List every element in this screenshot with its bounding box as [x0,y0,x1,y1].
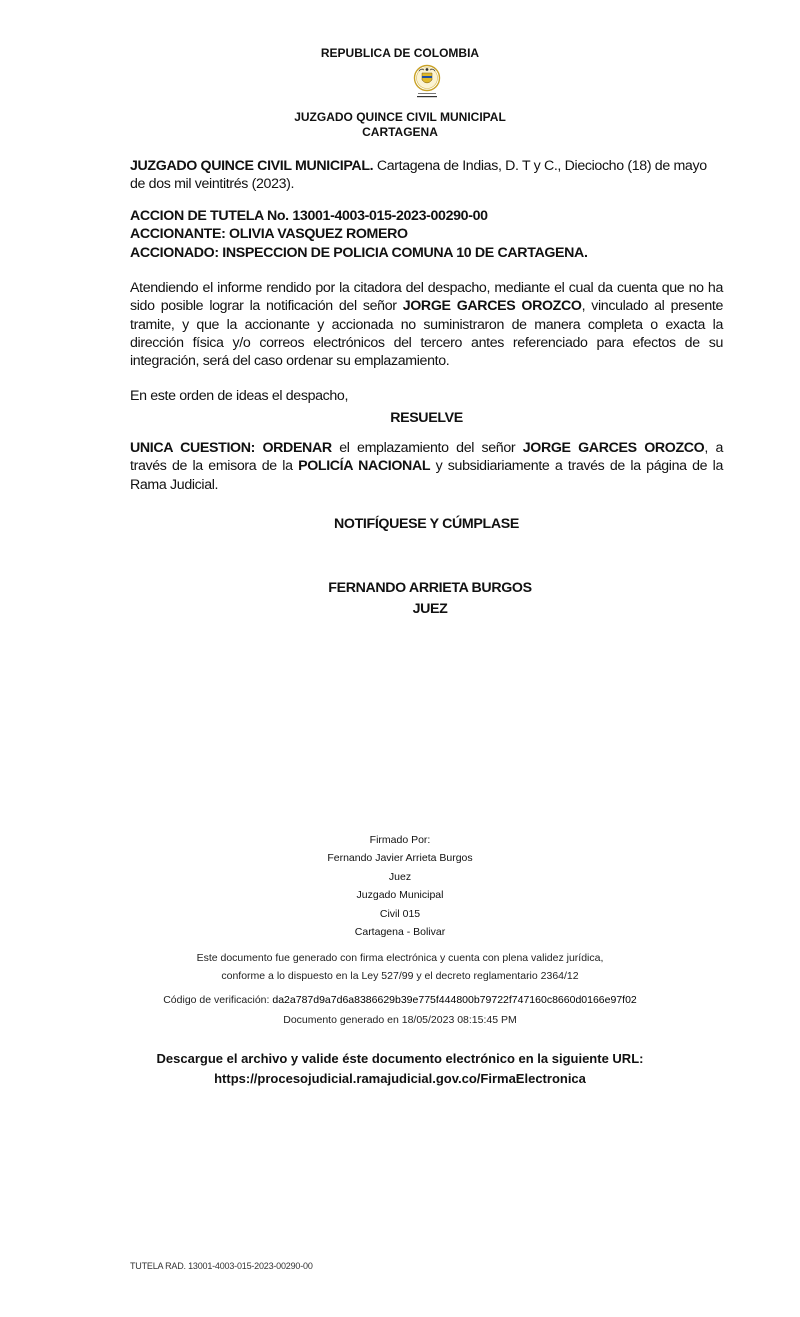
para1-text-end: , vinculado al presente tramite, y que la accionante y accionada no suministraron de manera completa o exacta la dirección física y/o correos electrónicos del tercero antes referenciado para efectos de su integración, será del caso ordenar su emplazamiento. [130,298,723,370]
signature-legal-notice [0,949,800,986]
verification-block [0,991,800,1030]
electronic-signature-block [0,831,800,941]
case-number: ACCION DE TUTELA No. 13001-4003-015-2023-00290-00 [130,208,488,224]
intro-court-name: JUZGADO QUINCE CIVIL MUNICIPAL. [130,158,374,174]
header-country: REPUBLICA DE COLOMBIA [320,46,480,60]
signed-by-label: Firmado Por: [369,834,431,846]
legal-line-2: conforme a lo dispuesto en la Ley 527/99 y el decreto reglamentario 2364/12 [221,970,579,983]
decision-text-1: el emplazamiento del señor [331,440,523,456]
download-text: Descargue el archivo y valide éste documento electrónico en la siguiente URL: [156,1051,644,1066]
signer-division: Civil 015 [379,907,421,920]
judge-signature-block [0,578,800,620]
signer-office: Juzgado Municipal [356,889,444,902]
case-plaintiff: ACCIONANTE: OLIVIA VASQUEZ ROMERO [130,226,408,243]
verification-code: da2a787d9a7d6a8386629b39e775f444800b79722f747160c8660d0166e97f02 [272,994,637,1006]
para1-person-name: JORGE GARCES OROZCO [402,298,582,315]
notify-heading: NOTIFÍQUESE Y CÚMPLASE [334,516,519,532]
body-paragraph-transition: En este orden de ideas el despacho, [130,388,349,404]
intro-paragraph [130,157,723,194]
intro-date: Cartagena de Indias, D. T y C., Dieciocho (18) de mayo de dos mil veintitrés (2023). [130,158,707,193]
decision-person-name: JORGE GARCES OROZCO [522,440,705,456]
download-instructions [0,1049,800,1089]
body-paragraph-notice [130,279,723,370]
decision-text-3: y subsidiariamente a través de la página de la Rama Judicial. [130,458,724,493]
legal-line-1: Este documento fue generado con firma electrónica y cuenta con plena validez jurídica, [196,952,604,964]
header-court-block [0,110,800,140]
case-details [130,207,723,262]
header-court-name: JUZGADO QUINCE CIVIL MUNICIPAL [294,110,506,124]
decision-paragraph [130,439,723,494]
coat-of-arms-seal-icon [407,63,447,103]
verification-line [0,991,800,1011]
case-defendant: ACCIONADO: INSPECCION DE POLICIA COMUNA 10 DE CARTAGENA. [130,244,588,261]
verification-label: Código de verificación: [163,994,273,1006]
generated-timestamp: Documento generado en 18/05/2023 08:15:45 PM [283,1013,517,1026]
decision-police: POLICÍA NACIONAL [298,458,431,475]
signer-name: Fernando Javier Arrieta Burgos [327,852,473,865]
decision-text-2: , a través de la emisora de la [130,440,723,475]
judge-name: FERNANDO ARRIETA BURGOS [328,580,532,596]
judge-title: JUEZ [412,601,448,617]
signer-location: Cartagena - Bolivar [354,926,446,939]
download-url-link[interactable]: https://procesojudicial.ramajudicial.gov.co/FirmaElectronica [214,1071,586,1086]
para1-text-start: Atendiendo el informe rendido por la citadora del despacho, mediante el cual da cuenta que no ha sido posible lograr la notificación del señor [130,280,723,315]
signer-role: Juez [388,870,412,883]
decision-label: UNICA CUESTION: ORDENAR [130,440,332,456]
page-footer: TUTELA RAD. 13001-4003-015-2023-00290-00 [130,1261,313,1271]
resuelve-heading: RESUELVE [390,410,463,426]
header-city: CARTAGENA [362,125,438,139]
